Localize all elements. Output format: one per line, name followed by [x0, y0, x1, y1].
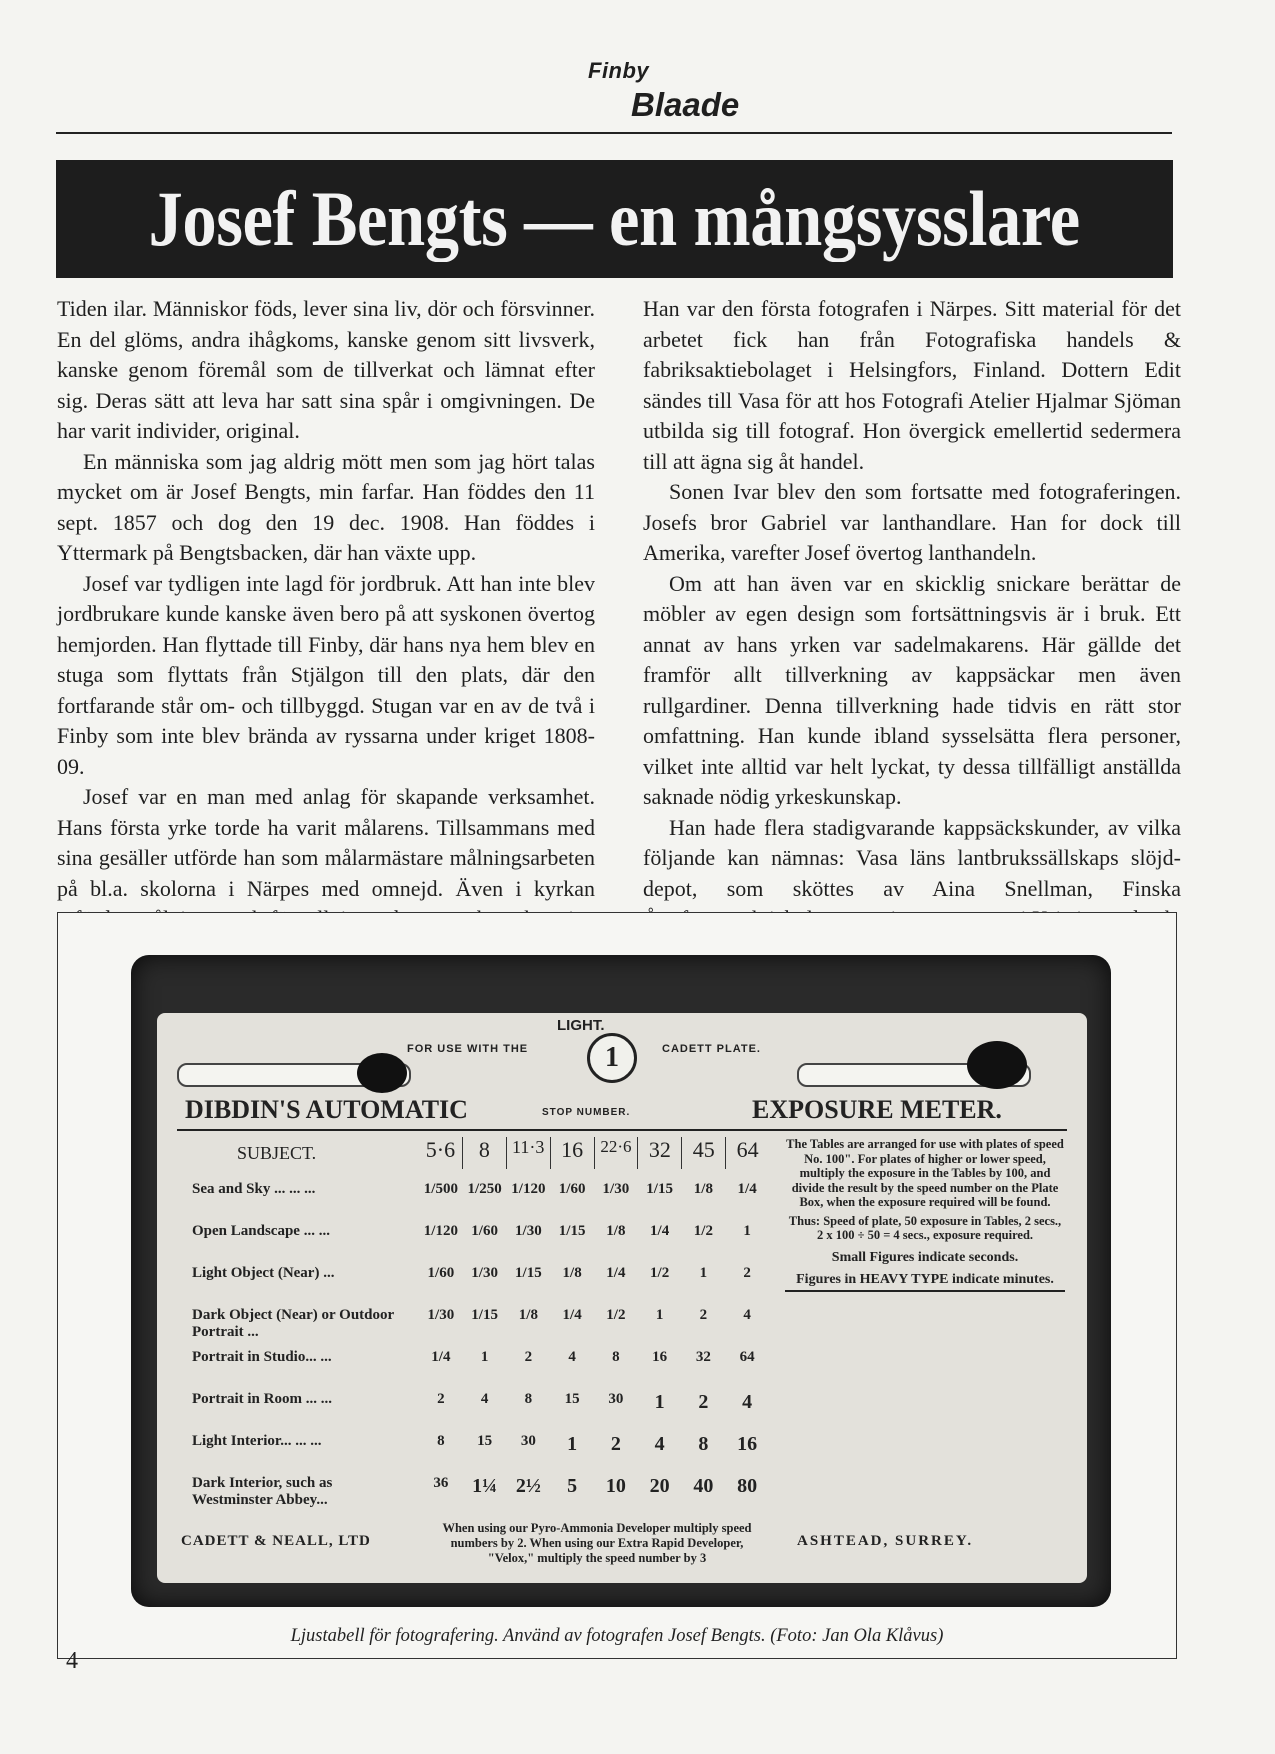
stop-value: 8	[463, 1137, 507, 1169]
meter-cell: 15	[564, 1391, 580, 1407]
meter-cell: 1/60	[471, 1223, 498, 1239]
meter-developer-note: When using our Pyro-Ammonia Developer multiply speed numbers by 2. When using our Extra Rapid Developer, "Velox," multiply the speed number by 3	[442, 1521, 752, 1565]
meter-cell: 4	[654, 1433, 665, 1455]
subject-label: Dark Interior, such as Westminster Abbey...	[192, 1475, 333, 1508]
meter-cell: 1	[567, 1433, 578, 1455]
meter-note: Figures in HEAVY TYPE indicate minutes.	[785, 1273, 1065, 1292]
meter-rule	[177, 1129, 1067, 1131]
meter-row	[419, 1349, 769, 1391]
meter-cell: 1/30	[602, 1181, 630, 1197]
meter-cell: 1/30	[471, 1265, 498, 1281]
meter-maker-left: CADETT & NEALL, LTD	[181, 1533, 371, 1549]
right-column	[643, 294, 1181, 935]
meter-cell: 10	[605, 1475, 626, 1497]
meter-cell: 32	[695, 1349, 711, 1365]
meter-knob-left	[357, 1053, 407, 1093]
meter-cell: 36	[433, 1475, 449, 1491]
meter-row	[419, 1475, 769, 1505]
masthead-blaade: Blaade	[631, 86, 740, 123]
paragraph: Sonen Ivar blev den som fortsatte med fotograferingen. Josefs bror Gabriel var lanthandlare. Han for dock till Amerika, varefter Josef övertog lanthandeln.	[643, 479, 1181, 565]
photo-frame	[57, 912, 1177, 1659]
meter-cell: 2	[699, 1307, 708, 1323]
subject-label: Dark Object (Near) or Outdoor Portrait ...	[192, 1307, 394, 1340]
meter-name-left: DIBDIN'S AUTOMATIC	[185, 1095, 468, 1124]
meter-cell: 8	[698, 1433, 709, 1455]
meter-stop-label: STOP NUMBER.	[542, 1107, 631, 1118]
meter-cell: 4	[742, 1391, 753, 1413]
masthead	[56, 58, 1172, 134]
meter-row	[419, 1181, 769, 1223]
meter-cell: 8	[437, 1433, 445, 1449]
meter-cell: 1/15	[471, 1307, 498, 1323]
meter-cell: 16	[652, 1349, 668, 1365]
meter-value-grid	[419, 1181, 769, 1505]
subject-label: Portrait in Studio... ...	[192, 1349, 332, 1365]
meter-cell: 1/60	[427, 1265, 455, 1281]
meter-cell: 2½	[515, 1475, 541, 1497]
page-number: 4	[66, 1648, 78, 1674]
meter-maker-right: ASHTEAD, SURREY.	[797, 1533, 974, 1549]
meter-cell: 1/2	[693, 1223, 713, 1239]
meter-cell: 1/120	[423, 1223, 458, 1239]
meter-cell: 5	[567, 1475, 578, 1497]
meter-cell: 64	[739, 1349, 755, 1365]
meter-cell: 4	[568, 1349, 576, 1365]
meter-cell: 4	[743, 1307, 751, 1323]
meter-cell: 1/15	[646, 1181, 673, 1197]
meter-cell: 1/4	[606, 1265, 626, 1281]
meter-cell: 40	[693, 1475, 714, 1497]
meter-cell: 2	[698, 1391, 709, 1413]
photo-caption: Ljustabell för fotografering. Använd av fotografen Josef Bengts. (Foto: Jan Ola Klåvus)	[290, 1626, 944, 1646]
meter-subjects	[192, 1181, 414, 1517]
meter-cell: 1/30	[515, 1223, 542, 1239]
meter-dial-badge	[587, 1033, 637, 1083]
paragraph: Han hade flera stadigvarande kappsäckskunder, av vilka följande kan nämnas: Vasa läns lantbrukssällskaps slöjd-depot, som sköttes av Aina Snellman, Finska	[643, 814, 1181, 901]
meter-cell: 1/60	[558, 1181, 586, 1197]
paragraph: Josef var tydligen inte lagd för jordbruk. Att han inte blev jordbrukare kunde kanske även bero på att syskonen övertog hemjorden. Han flyttade till Finby, där hans nya hem blev en stuga som flyttats från Stjälgon till den plats, där den fortfarande står om- och tillbyggd. Stugan var en av de två i Finby som inte blev brända av ryssarna under kriget 1808-09.	[57, 570, 595, 779]
subject-label: Open Landscape ... ...	[192, 1223, 330, 1239]
meter-cell: 2	[743, 1265, 751, 1281]
meter-cell: 2	[437, 1391, 445, 1407]
meter-light-label: LIGHT.	[557, 1017, 605, 1034]
stop-value: 32	[638, 1137, 682, 1169]
meter-row	[419, 1307, 769, 1349]
meter-cell: 1/4	[431, 1349, 451, 1365]
meter-cell: 1/500	[423, 1181, 458, 1197]
meter-cell: 4	[480, 1391, 489, 1407]
meter-cell: 1/4	[562, 1307, 582, 1323]
meter-plate-label: CADETT PLATE.	[662, 1043, 761, 1055]
subject-label: Light Object (Near) ...	[192, 1265, 335, 1281]
stop-value: 11·3	[507, 1137, 551, 1169]
meter-row	[419, 1391, 769, 1433]
meter-row	[419, 1433, 769, 1475]
paragraph: En människa som jag aldrig mött men som jag hört talas mycket om är Josef Bengts, min farfar. Han föddes den 11 sept. 1857 och dog den 19 dec. 1908. Han föddes i Yttermark på Bengtsbacken, där han växte upp.	[57, 448, 595, 565]
meter-cell: 1/4	[650, 1223, 670, 1239]
meter-cell: 2	[524, 1349, 533, 1365]
meter-note: Thus: Speed of plate, 50 exposure in Tables, 2 secs., 2 x 100 ÷ 50 = 4 secs., exposure required.	[788, 1213, 1062, 1242]
meter-cell: 1	[480, 1349, 489, 1365]
meter-cell: 80	[737, 1475, 758, 1497]
meter-row	[419, 1265, 769, 1307]
meter-note: The Tables are arranged for use with plates of speed No. 100". For plates of higher or lower speed, multiply the exposure in the Tables by 100, and divide the result by the speed number on the Plate Box, when the exposure required will be found.	[786, 1137, 1064, 1209]
meter-cell: 1/120	[511, 1181, 546, 1197]
meter-cell: 1/4	[737, 1181, 757, 1197]
article-title-bar	[56, 160, 1173, 278]
meter-cell: 1	[699, 1265, 708, 1281]
stop-value: 22·6	[595, 1137, 639, 1169]
meter-cell: 16	[737, 1433, 758, 1455]
subject-label: Light Interior... ... ...	[192, 1433, 322, 1449]
subject-label: Sea and Sky ... ... ...	[192, 1181, 316, 1197]
exposure-meter-photo	[131, 955, 1111, 1607]
meter-cell: 20	[649, 1475, 670, 1497]
meter-cell: 2	[610, 1433, 621, 1455]
meter-notes	[785, 1137, 1065, 1292]
meter-cell: 30	[520, 1433, 536, 1449]
stop-value: 45	[682, 1137, 726, 1169]
meter-knob-right	[967, 1041, 1027, 1089]
meter-row	[419, 1223, 769, 1265]
meter-dial-number: 1	[605, 1042, 619, 1073]
meter-note: Small Figures indicate seconds.	[831, 1249, 1019, 1265]
paragraph: Han var den första fotografen i Närpes. Sitt material för det arbetet fick han från Fotografiska handels & fabriksaktiebolaget i Helsingfors, Finland. Dottern Edit sändes till Vasa för att hos Fotografi Atelier Hjalmar Sjöman utbilda sig till fotograf. Hon övergick emellertid sedermera till att ägna sig åt handel.	[643, 296, 1181, 474]
left-column	[57, 294, 595, 965]
meter-cell: 1/8	[606, 1223, 626, 1239]
meter-cell: 1/2	[606, 1307, 626, 1323]
meter-cell: 1/15	[515, 1265, 542, 1281]
meter-cell: 8	[612, 1349, 620, 1365]
meter-name-right: EXPOSURE METER.	[752, 1095, 1002, 1124]
meter-cell: 1	[743, 1223, 751, 1239]
meter-for-use-label: FOR USE WITH THE	[407, 1043, 529, 1055]
meter-cell: 1	[655, 1307, 664, 1323]
article-title: Josef Bengts — en mångsysslare	[148, 175, 1081, 262]
meter-subject-header: SUBJECT.	[237, 1143, 317, 1163]
paragraph: Josef var en man med anlag för skapande verksamhet. Hans första yrke torde ha varit målarens. Tillsammans med sina gesäller utförde han som målarmästare målningsarbeten på bl.a. skolorna i Närpes med omnejd. Även i kyrkan	[57, 784, 595, 901]
meter-cell: 15	[477, 1433, 493, 1449]
meter-cell: 8	[524, 1391, 533, 1407]
meter-stops-row	[419, 1137, 769, 1169]
paragraph: Tiden ilar. Människor föds, lever sina liv, dör och försvinner. En del glöms, andra ihågkoms, kanske genom sitt livsverk, kanske genom föremål som de tillverkat och lämnat efter sig. Deras sätt att leva har satt sina spår i omgivningen. De har varit individer, original.	[57, 296, 595, 443]
exposure-meter-card	[157, 1013, 1087, 1583]
stop-value: 64	[736, 1137, 759, 1162]
meter-cell: 1¼	[472, 1475, 498, 1497]
meter-cell: 1/8	[693, 1181, 713, 1197]
meter-cell: 1/2	[650, 1265, 670, 1281]
subject-label: Portrait in Room ... ...	[192, 1391, 332, 1407]
stop-value: 16	[551, 1137, 595, 1169]
meter-cell: 1/250	[467, 1181, 502, 1197]
meter-cell: 1/30	[427, 1307, 455, 1323]
meter-cell: 1/8	[518, 1307, 538, 1323]
stop-value: 5·6	[419, 1137, 463, 1169]
masthead-finby: Finby	[588, 58, 650, 83]
paragraph: Om att han även var en skicklig snickare berättar de möbler av egen design som fortsättningsvis är i bruk. Ett annat av hans yrken var sadelmakarens. Här gällde det framför allt tillverkning av kappsäckar men även rullgardiner. Denna tillverkning hade tidvis en rätt stor omfattning. Han kunde ibland sysselsätta flera personer, vilket inte alltid var helt lyckat, ty dessa tillfälligt anställda saknade nödig yrkeskunskap.	[643, 570, 1181, 809]
meter-cell: 1/15	[558, 1223, 586, 1239]
meter-cell: 30	[608, 1391, 624, 1407]
meter-cell: 1/8	[562, 1265, 582, 1281]
meter-cell: 1	[654, 1391, 665, 1413]
